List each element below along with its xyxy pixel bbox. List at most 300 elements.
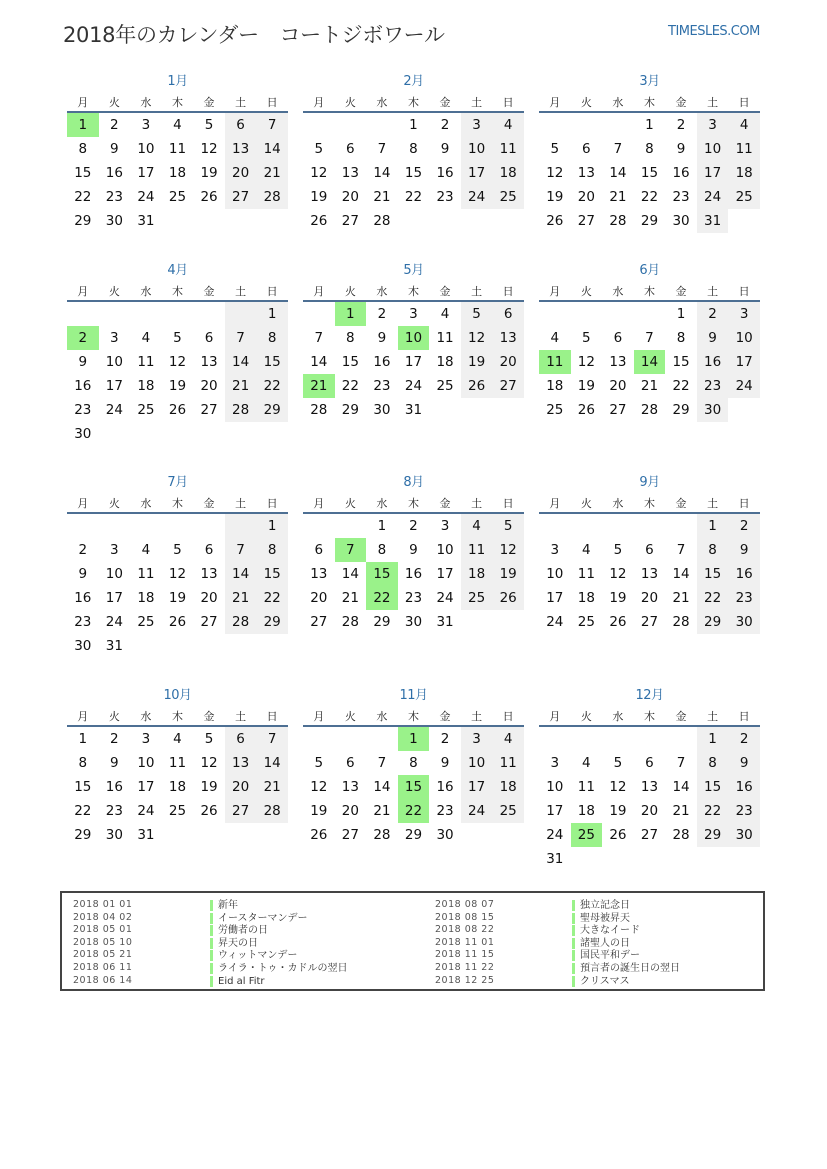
day-cell: 15 xyxy=(74,779,92,795)
month-name: 2月 xyxy=(403,74,424,89)
empty-cell xyxy=(225,514,257,538)
day-cell: 6 xyxy=(225,727,257,751)
day-cell: 9 xyxy=(78,354,88,370)
month-name: 3月 xyxy=(639,74,660,89)
day-cell: 19 xyxy=(546,189,564,205)
empty-cell xyxy=(665,727,697,751)
day-cell: 15 xyxy=(640,165,659,181)
empty-cell xyxy=(539,514,571,538)
weekday-label: 金 xyxy=(203,285,215,298)
holiday-name: 独立記念日 xyxy=(572,900,630,911)
day-cell: 1 xyxy=(377,518,387,534)
day-cell: 9 xyxy=(440,755,450,771)
day-cell: 3 xyxy=(141,117,151,133)
day-cell: 27 xyxy=(577,213,595,229)
day-cell: 6 xyxy=(225,113,257,137)
day-cell: 23 xyxy=(105,803,123,819)
day-cell: 12 xyxy=(168,354,187,370)
day-cell: 30 xyxy=(436,827,454,843)
day-cell: 29 xyxy=(341,402,359,418)
day-cell: 2 xyxy=(697,302,729,326)
day-cell: 18 xyxy=(577,803,595,819)
day-cell: 24 xyxy=(404,378,423,394)
holiday-day-cell: 14 xyxy=(634,350,666,374)
weekday-header xyxy=(67,94,288,113)
day-cell: 2 xyxy=(110,731,119,747)
day-cell: 10 xyxy=(546,566,564,582)
weekday-label: 日 xyxy=(738,497,750,510)
weekday-label: 木 xyxy=(407,497,419,510)
day-grid xyxy=(67,302,288,446)
weekday-label: 木 xyxy=(643,96,655,109)
day-cell: 14 xyxy=(256,137,288,161)
day-cell: 19 xyxy=(577,378,595,394)
day-cell: 1 xyxy=(645,117,654,133)
day-cell: 4 xyxy=(550,330,560,346)
weekday-header xyxy=(303,708,524,727)
day-cell: 12 xyxy=(200,141,218,157)
holiday-day-cell: 10 xyxy=(398,326,430,350)
day-cell: 28 xyxy=(225,610,257,634)
month-name: 11月 xyxy=(399,688,428,703)
day-cell: 20 xyxy=(200,590,218,606)
day-cell: 30 xyxy=(404,614,423,630)
day-cell: 31 xyxy=(137,827,155,843)
day-cell: 3 xyxy=(461,727,493,751)
day-cell: 16 xyxy=(404,566,423,582)
holiday-name: 諸聖人の日 xyxy=(572,938,630,949)
weekday-label: 水 xyxy=(140,285,152,298)
holiday-date: 2018 04 02 xyxy=(73,911,133,923)
day-cell: 1 xyxy=(256,302,288,326)
weekday-label: 木 xyxy=(407,710,419,723)
day-cell: 24 xyxy=(728,374,760,398)
day-cell: 1 xyxy=(409,117,418,133)
empty-cell xyxy=(366,727,398,751)
day-cell: 29 xyxy=(697,610,729,634)
weekday-label: 月 xyxy=(77,96,89,109)
day-cell: 6 xyxy=(492,302,524,326)
day-cell: 17 xyxy=(137,779,155,795)
day-cell: 29 xyxy=(256,398,288,422)
holiday-date: 2018 05 10 xyxy=(73,936,133,948)
month-name: 9月 xyxy=(639,475,660,490)
day-cell: 13 xyxy=(640,566,659,582)
weekday-label: 水 xyxy=(140,497,152,510)
weekday-label: 水 xyxy=(140,710,152,723)
empty-cell xyxy=(162,302,194,326)
day-cell: 21 xyxy=(373,803,391,819)
day-cell: 3 xyxy=(728,302,760,326)
day-cell: 11 xyxy=(168,755,187,771)
day-cell: 26 xyxy=(168,402,187,418)
day-cell: 28 xyxy=(640,402,659,418)
holiday-date: 2018 01 01 xyxy=(73,899,133,910)
day-cell: 4 xyxy=(582,755,591,771)
weekday-label: 金 xyxy=(203,497,215,510)
day-cell: 3 xyxy=(440,518,450,534)
empty-cell xyxy=(602,514,634,538)
day-grid xyxy=(303,514,524,634)
empty-cell xyxy=(225,302,257,326)
month-11 xyxy=(303,684,524,847)
day-cell: 5 xyxy=(582,330,591,346)
day-cell: 26 xyxy=(168,614,187,630)
day-cell: 19 xyxy=(168,590,187,606)
day-cell: 1 xyxy=(78,731,88,747)
holiday-day-cell: 21 xyxy=(303,374,335,398)
day-cell: 6 xyxy=(645,755,654,771)
day-cell: 13 xyxy=(492,326,524,350)
day-cell: 2 xyxy=(440,117,450,133)
day-cell: 4 xyxy=(141,542,151,558)
holiday-name: ウィットマンデー xyxy=(210,950,297,961)
holiday-name: Eid al Fitr xyxy=(210,976,265,987)
day-cell: 25 xyxy=(137,402,155,418)
day-cell: 25 xyxy=(728,185,760,209)
day-cell: 27 xyxy=(341,213,359,229)
weekday-label: 水 xyxy=(376,285,388,298)
day-cell: 24 xyxy=(105,402,123,418)
day-cell: 18 xyxy=(137,590,155,606)
empty-cell xyxy=(539,302,571,326)
day-cell: 22 xyxy=(697,586,729,610)
day-cell: 7 xyxy=(676,542,686,558)
month-6 xyxy=(539,259,760,422)
day-cell: 2 xyxy=(409,518,418,534)
day-cell: 14 xyxy=(225,350,257,374)
day-cell: 12 xyxy=(168,566,187,582)
holiday-date: 2018 06 14 xyxy=(73,974,133,986)
day-cell: 2 xyxy=(440,731,450,747)
day-grid xyxy=(539,514,760,634)
day-cell: 6 xyxy=(613,330,623,346)
weekday-label: 水 xyxy=(376,497,388,510)
weekday-label: 火 xyxy=(344,96,356,109)
month-5 xyxy=(303,259,524,422)
day-cell: 21 xyxy=(225,586,257,610)
holiday-name: 預言者の誕生日の翌日 xyxy=(572,963,680,974)
day-cell: 20 xyxy=(200,378,218,394)
weekday-label: 水 xyxy=(612,710,624,723)
day-cell: 27 xyxy=(640,614,659,630)
day-cell: 17 xyxy=(697,161,729,185)
day-cell: 19 xyxy=(492,562,524,586)
holiday-date: 2018 08 07 xyxy=(435,899,495,910)
day-cell: 28 xyxy=(310,402,328,418)
weekday-label: 火 xyxy=(108,710,120,723)
day-cell: 31 xyxy=(137,213,155,229)
weekday-label: 水 xyxy=(376,710,388,723)
day-cell: 15 xyxy=(672,354,690,370)
holiday-date: 2018 05 21 xyxy=(73,949,133,961)
empty-cell xyxy=(303,113,335,137)
day-cell: 12 xyxy=(492,538,524,562)
day-cell: 1 xyxy=(256,514,288,538)
empty-cell xyxy=(366,113,398,137)
empty-cell xyxy=(193,302,225,326)
weekday-label: 木 xyxy=(171,285,183,298)
day-cell: 5 xyxy=(314,755,324,771)
site-logo[interactable]: TIMESLES.COM xyxy=(668,24,760,39)
holiday-date: 2018 08 22 xyxy=(435,924,495,936)
day-cell: 8 xyxy=(645,141,654,157)
month-1 xyxy=(67,70,288,233)
day-cell: 23 xyxy=(404,590,423,606)
day-cell: 26 xyxy=(461,374,493,398)
day-cell: 7 xyxy=(256,727,288,751)
day-cell: 9 xyxy=(78,566,88,582)
weekday-label: 土 xyxy=(707,96,719,109)
day-cell: 10 xyxy=(137,141,155,157)
day-cell: 14 xyxy=(310,354,328,370)
holiday-day-cell: 7 xyxy=(335,538,367,562)
day-cell: 16 xyxy=(105,165,123,181)
day-cell: 13 xyxy=(310,566,328,582)
day-cell: 20 xyxy=(310,590,328,606)
empty-cell xyxy=(193,514,225,538)
weekday-label: 日 xyxy=(738,710,750,723)
day-cell: 8 xyxy=(256,538,288,562)
day-cell: 10 xyxy=(105,354,123,370)
day-cell: 13 xyxy=(200,354,218,370)
weekday-label: 水 xyxy=(376,96,388,109)
day-cell: 5 xyxy=(613,542,623,558)
day-cell: 27 xyxy=(200,614,218,630)
day-cell: 24 xyxy=(546,827,564,843)
day-cell: 29 xyxy=(640,213,659,229)
day-cell: 10 xyxy=(546,779,564,795)
day-cell: 8 xyxy=(409,755,418,771)
weekday-label: 月 xyxy=(549,96,561,109)
empty-cell xyxy=(602,727,634,751)
day-cell: 5 xyxy=(492,514,524,538)
day-cell: 24 xyxy=(461,185,493,209)
month-9 xyxy=(539,471,760,634)
month-7 xyxy=(67,471,288,658)
day-cell: 6 xyxy=(314,542,324,558)
weekday-label: 土 xyxy=(235,710,247,723)
empty-cell xyxy=(602,113,634,137)
month-name: 12月 xyxy=(635,688,664,703)
day-cell: 18 xyxy=(168,779,187,795)
day-cell: 20 xyxy=(640,803,659,819)
day-cell: 5 xyxy=(461,302,493,326)
weekday-label: 木 xyxy=(407,285,419,298)
day-cell: 17 xyxy=(546,803,564,819)
day-cell: 5 xyxy=(314,141,324,157)
day-cell: 10 xyxy=(728,326,760,350)
day-cell: 26 xyxy=(609,614,627,630)
day-cell: 28 xyxy=(256,185,288,209)
day-cell: 8 xyxy=(346,330,355,346)
weekday-label: 日 xyxy=(266,497,278,510)
weekday-label: 土 xyxy=(235,285,247,298)
day-cell: 29 xyxy=(256,610,288,634)
day-cell: 9 xyxy=(440,141,450,157)
day-cell: 11 xyxy=(577,566,595,582)
day-cell: 3 xyxy=(550,755,560,771)
day-grid xyxy=(303,302,524,422)
day-cell: 15 xyxy=(256,350,288,374)
day-cell: 24 xyxy=(546,614,564,630)
weekday-label: 火 xyxy=(580,285,592,298)
weekday-label: 日 xyxy=(738,96,750,109)
weekday-label: 月 xyxy=(313,285,325,298)
day-cell: 19 xyxy=(461,350,493,374)
weekday-label: 月 xyxy=(549,285,561,298)
month-10 xyxy=(67,684,288,847)
day-cell: 21 xyxy=(640,378,659,394)
page-title: 2018年のカレンダー コートジボワール xyxy=(63,23,445,47)
weekday-label: 金 xyxy=(203,710,215,723)
day-cell: 16 xyxy=(74,378,92,394)
month-name: 8月 xyxy=(403,475,424,490)
holiday-name: クリスマス xyxy=(572,976,630,987)
day-cell: 18 xyxy=(546,378,564,394)
weekday-label: 金 xyxy=(203,96,215,109)
day-cell: 29 xyxy=(697,823,729,847)
day-cell: 13 xyxy=(225,137,257,161)
day-cell: 15 xyxy=(341,354,359,370)
day-cell: 31 xyxy=(546,851,564,867)
day-cell: 26 xyxy=(200,803,218,819)
day-cell: 29 xyxy=(404,827,423,843)
holiday-date: 2018 11 01 xyxy=(435,936,495,948)
day-cell: 26 xyxy=(577,402,595,418)
day-cell: 10 xyxy=(461,751,493,775)
weekday-label: 火 xyxy=(344,710,356,723)
day-cell: 3 xyxy=(110,330,119,346)
day-cell: 6 xyxy=(204,330,214,346)
empty-cell xyxy=(335,727,367,751)
empty-cell xyxy=(99,514,131,538)
day-cell: 31 xyxy=(436,614,454,630)
day-cell: 18 xyxy=(492,161,524,185)
day-cell: 13 xyxy=(341,779,359,795)
weekday-label: 土 xyxy=(235,96,247,109)
day-grid xyxy=(67,514,288,658)
day-cell: 1 xyxy=(676,306,686,322)
day-cell: 25 xyxy=(577,614,595,630)
day-cell: 8 xyxy=(256,326,288,350)
day-cell: 29 xyxy=(74,827,92,843)
day-cell: 22 xyxy=(256,586,288,610)
day-cell: 25 xyxy=(436,378,454,394)
day-cell: 23 xyxy=(672,189,690,205)
weekday-label: 金 xyxy=(675,497,687,510)
day-cell: 4 xyxy=(173,117,182,133)
weekday-label: 土 xyxy=(235,497,247,510)
day-cell: 14 xyxy=(672,566,690,582)
day-grid xyxy=(67,113,288,233)
day-cell: 9 xyxy=(728,538,760,562)
day-cell: 21 xyxy=(672,803,690,819)
day-cell: 29 xyxy=(373,614,391,630)
day-cell: 8 xyxy=(377,542,387,558)
day-cell: 11 xyxy=(461,538,493,562)
day-cell: 6 xyxy=(204,542,214,558)
day-cell: 3 xyxy=(141,731,151,747)
weekday-label: 月 xyxy=(313,96,325,109)
day-cell: 7 xyxy=(225,326,257,350)
day-cell: 5 xyxy=(613,755,623,771)
day-cell: 6 xyxy=(645,542,654,558)
holiday-day-cell: 22 xyxy=(398,799,430,823)
month-name: 4月 xyxy=(167,263,188,278)
day-cell: 28 xyxy=(373,213,391,229)
day-cell: 13 xyxy=(341,165,359,181)
day-cell: 22 xyxy=(341,378,359,394)
day-cell: 26 xyxy=(310,213,328,229)
day-cell: 26 xyxy=(492,586,524,610)
weekday-label: 日 xyxy=(266,710,278,723)
day-cell: 26 xyxy=(200,189,218,205)
weekday-label: 月 xyxy=(77,285,89,298)
day-cell: 19 xyxy=(310,803,328,819)
day-cell: 7 xyxy=(377,141,387,157)
empty-cell xyxy=(539,727,571,751)
day-cell: 16 xyxy=(436,165,454,181)
weekday-label: 日 xyxy=(502,497,514,510)
day-cell: 22 xyxy=(697,799,729,823)
day-cell: 16 xyxy=(105,779,123,795)
day-cell: 15 xyxy=(697,562,729,586)
day-cell: 20 xyxy=(341,803,359,819)
empty-cell xyxy=(571,727,603,751)
day-cell: 27 xyxy=(492,374,524,398)
day-cell: 27 xyxy=(225,185,257,209)
day-cell: 30 xyxy=(105,827,123,843)
month-name: 7月 xyxy=(167,475,188,490)
weekday-label: 木 xyxy=(171,96,183,109)
day-cell: 9 xyxy=(697,326,729,350)
day-cell: 22 xyxy=(404,189,423,205)
day-cell: 11 xyxy=(137,354,155,370)
month-3 xyxy=(539,70,760,233)
holiday-date: 2018 08 15 xyxy=(435,911,495,923)
weekday-label: 木 xyxy=(643,497,655,510)
day-cell: 21 xyxy=(341,590,359,606)
day-cell: 3 xyxy=(697,113,729,137)
day-cell: 3 xyxy=(409,306,418,322)
day-cell: 11 xyxy=(436,330,454,346)
weekday-header xyxy=(67,283,288,302)
day-cell: 20 xyxy=(341,189,359,205)
weekday-label: 土 xyxy=(471,710,483,723)
day-cell: 8 xyxy=(78,755,88,771)
day-cell: 5 xyxy=(173,542,182,558)
day-cell: 14 xyxy=(256,751,288,775)
day-cell: 24 xyxy=(137,189,155,205)
day-cell: 18 xyxy=(461,562,493,586)
day-cell: 8 xyxy=(676,330,686,346)
day-cell: 5 xyxy=(173,330,182,346)
day-cell: 15 xyxy=(404,165,423,181)
day-cell: 28 xyxy=(256,799,288,823)
holiday-name: 大きなイード xyxy=(572,925,640,936)
day-cell: 22 xyxy=(74,189,92,205)
day-cell: 18 xyxy=(168,165,187,181)
day-cell: 16 xyxy=(728,562,760,586)
day-cell: 10 xyxy=(137,755,155,771)
day-cell: 17 xyxy=(436,566,454,582)
day-cell: 7 xyxy=(256,113,288,137)
day-cell: 15 xyxy=(697,775,729,799)
day-cell: 4 xyxy=(141,330,151,346)
weekday-label: 金 xyxy=(439,285,451,298)
weekday-header xyxy=(539,283,760,302)
